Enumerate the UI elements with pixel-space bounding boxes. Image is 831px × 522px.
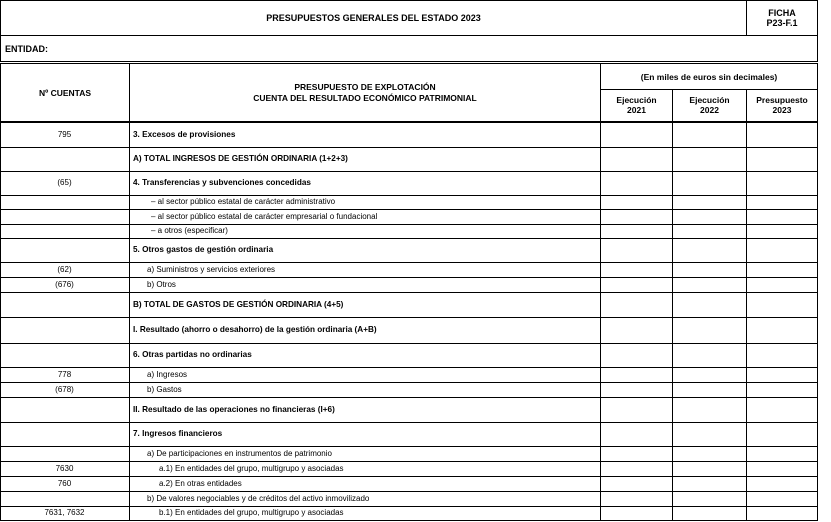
row-description: a.2) En otras entidades — [159, 478, 242, 488]
value-2023-cell[interactable] — [747, 293, 817, 317]
value-2022-cell[interactable] — [673, 477, 746, 491]
value-2023-cell[interactable] — [747, 447, 817, 461]
units-header-text: (En miles de euros sin decimales) — [640, 71, 778, 82]
value-2021-cell[interactable] — [601, 383, 672, 397]
form-title — [0, 0, 747, 36]
row-description: 3. Excesos de provisiones — [133, 129, 236, 139]
col-2022-line2: 2022 — [700, 104, 719, 115]
account-code: (65) — [57, 178, 72, 187]
account-code: (676) — [55, 279, 74, 289]
col-2022-header — [672, 89, 747, 122]
row-description: b.1) En entidades del grupo, multigrupo y asociadas — [159, 508, 344, 517]
value-2022-cell[interactable] — [673, 492, 746, 506]
value-2023-cell[interactable] — [747, 318, 817, 343]
row-description: b) Gastos — [147, 384, 182, 394]
entidad-label: ENTIDAD: — [5, 43, 48, 54]
value-2023-cell[interactable] — [747, 239, 817, 262]
row-description: a) De participaciones en instrumentos de patrimonio — [147, 448, 332, 458]
row-description: 5. Otros gastos de gestión ordinaria — [133, 245, 274, 254]
value-2021-cell[interactable] — [601, 507, 672, 520]
accounts-header-text: Nº CUENTAS — [38, 87, 92, 98]
value-2023-cell[interactable] — [747, 210, 817, 224]
value-2021-cell[interactable] — [601, 318, 672, 343]
form-title-text: PRESUPUESTOS GENERALES DEL ESTADO 2023 — [266, 13, 481, 23]
value-2021-cell[interactable] — [601, 293, 672, 317]
value-2023-cell[interactable] — [747, 462, 817, 476]
account-code: 778 — [57, 369, 72, 379]
row-description: II. Resultado de las operaciones no financieras (I+6) — [133, 404, 335, 414]
row-description: – al sector público estatal de carácter empresarial o fundacional — [151, 211, 378, 221]
col-2021-header — [600, 89, 673, 122]
value-2022-cell[interactable] — [673, 148, 746, 171]
value-2022-cell[interactable] — [673, 210, 746, 224]
value-2023-cell[interactable] — [747, 263, 817, 277]
value-2021-cell[interactable] — [601, 344, 672, 367]
value-2022-cell[interactable] — [673, 507, 746, 520]
value-2023-cell[interactable] — [747, 423, 817, 446]
value-2022-cell[interactable] — [673, 344, 746, 367]
col-2021-line2: 2021 — [627, 104, 646, 115]
ficha-box — [746, 0, 818, 36]
account-code: (678) — [55, 384, 74, 394]
value-2022-cell[interactable] — [673, 196, 746, 209]
units-header — [600, 63, 818, 90]
value-2022-cell[interactable] — [673, 263, 746, 277]
row-description: B) TOTAL DE GASTOS DE GESTIÓN ORDINARIA (4+5) — [133, 299, 344, 309]
value-2021-cell[interactable] — [601, 172, 672, 195]
value-2021-cell[interactable] — [601, 477, 672, 491]
col-2022-line1: Ejecución — [689, 94, 730, 105]
account-code: 7630 — [55, 463, 74, 473]
row-description: 7. Ingresos financieros — [133, 429, 223, 438]
value-2022-cell[interactable] — [673, 278, 746, 292]
value-2022-cell[interactable] — [673, 318, 746, 343]
value-2021-cell[interactable] — [601, 278, 672, 292]
value-2021-cell[interactable] — [601, 368, 672, 382]
ficha-label: FICHA — [768, 7, 796, 18]
value-2022-cell[interactable] — [673, 447, 746, 461]
col-2023-line1: Presupuesto — [756, 94, 808, 105]
value-2021-cell[interactable] — [601, 462, 672, 476]
value-2023-cell[interactable] — [747, 398, 817, 422]
row-description: I. Resultado (ahorro o desahorro) de la gestión ordinaria (A+B) — [133, 325, 377, 334]
row-description: 6. Otras partidas no ordinarias — [133, 350, 252, 359]
row-description: b) Otros — [147, 279, 176, 289]
row-description: A) TOTAL INGRESOS DE GESTIÓN ORDINARIA (1+2+3) — [133, 154, 348, 163]
column-divider — [817, 122, 818, 520]
col-2021-line1: Ejecución — [616, 94, 657, 105]
value-2021-cell[interactable] — [601, 148, 672, 171]
value-2021-cell[interactable] — [601, 447, 672, 461]
description-header — [129, 63, 601, 122]
description-header-line1: PRESUPUESTO DE EXPLOTACIÓN — [294, 82, 436, 93]
column-divider — [129, 122, 130, 520]
value-2023-cell[interactable] — [747, 368, 817, 382]
value-2023-cell[interactable] — [747, 344, 817, 367]
value-2023-cell[interactable] — [747, 172, 817, 195]
entidad-row — [0, 35, 818, 62]
value-2023-cell[interactable] — [747, 383, 817, 397]
value-2021-cell[interactable] — [601, 423, 672, 446]
accounts-header — [0, 63, 130, 122]
value-2023-cell[interactable] — [747, 225, 817, 238]
row-description: a.1) En entidades del grupo, multigrupo y asociadas — [159, 463, 344, 473]
col-2023-header — [746, 89, 818, 122]
value-2022-cell[interactable] — [673, 172, 746, 195]
value-2023-cell[interactable] — [747, 507, 817, 520]
value-2021-cell[interactable] — [601, 398, 672, 422]
value-2023-cell[interactable] — [747, 492, 817, 506]
value-2022-cell[interactable] — [673, 398, 746, 422]
row-description: a) Suministros y servicios exteriores — [147, 264, 276, 274]
value-2023-cell[interactable] — [747, 477, 817, 491]
row-description: a) Ingresos — [147, 369, 188, 379]
value-2022-cell[interactable] — [673, 368, 746, 382]
value-2022-cell[interactable] — [673, 239, 746, 262]
row-description: – al sector público estatal de carácter administrativo — [151, 197, 336, 206]
account-code: 760 — [57, 478, 72, 488]
value-2021-cell[interactable] — [601, 210, 672, 224]
value-2023-cell[interactable] — [747, 148, 817, 171]
row-description: – a otros (especificar) — [151, 226, 228, 235]
value-2022-cell[interactable] — [673, 293, 746, 317]
value-2022-cell[interactable] — [673, 383, 746, 397]
value-2021-cell[interactable] — [601, 492, 672, 506]
col-2023-line2: 2023 — [772, 104, 792, 115]
row-description: b) De valores negociables y de créditos del activo inmovilizado — [147, 493, 370, 503]
value-2022-cell[interactable] — [673, 423, 746, 446]
value-2021-cell[interactable] — [601, 123, 672, 147]
value-2022-cell[interactable] — [673, 123, 746, 147]
value-2022-cell[interactable] — [673, 225, 746, 238]
value-2021-cell[interactable] — [601, 196, 672, 209]
account-code: (62) — [57, 264, 72, 274]
account-code: 7631, 7632 — [44, 508, 85, 517]
account-code: 795 — [57, 129, 72, 139]
value-2023-cell[interactable] — [747, 278, 817, 292]
row-divider — [0, 520, 818, 521]
value-2023-cell[interactable] — [747, 123, 817, 147]
value-2023-cell[interactable] — [747, 196, 817, 209]
description-header-line2: CUENTA DEL RESULTADO ECONÓMICO PATRIMONIAL — [253, 92, 477, 103]
ficha-code: P23-F.1 — [766, 18, 798, 28]
row-description: 4. Transferencias y subvenciones concedidas — [133, 178, 311, 187]
value-2021-cell[interactable] — [601, 225, 672, 238]
value-2022-cell[interactable] — [673, 462, 746, 476]
value-2021-cell[interactable] — [601, 239, 672, 262]
value-2021-cell[interactable] — [601, 263, 672, 277]
